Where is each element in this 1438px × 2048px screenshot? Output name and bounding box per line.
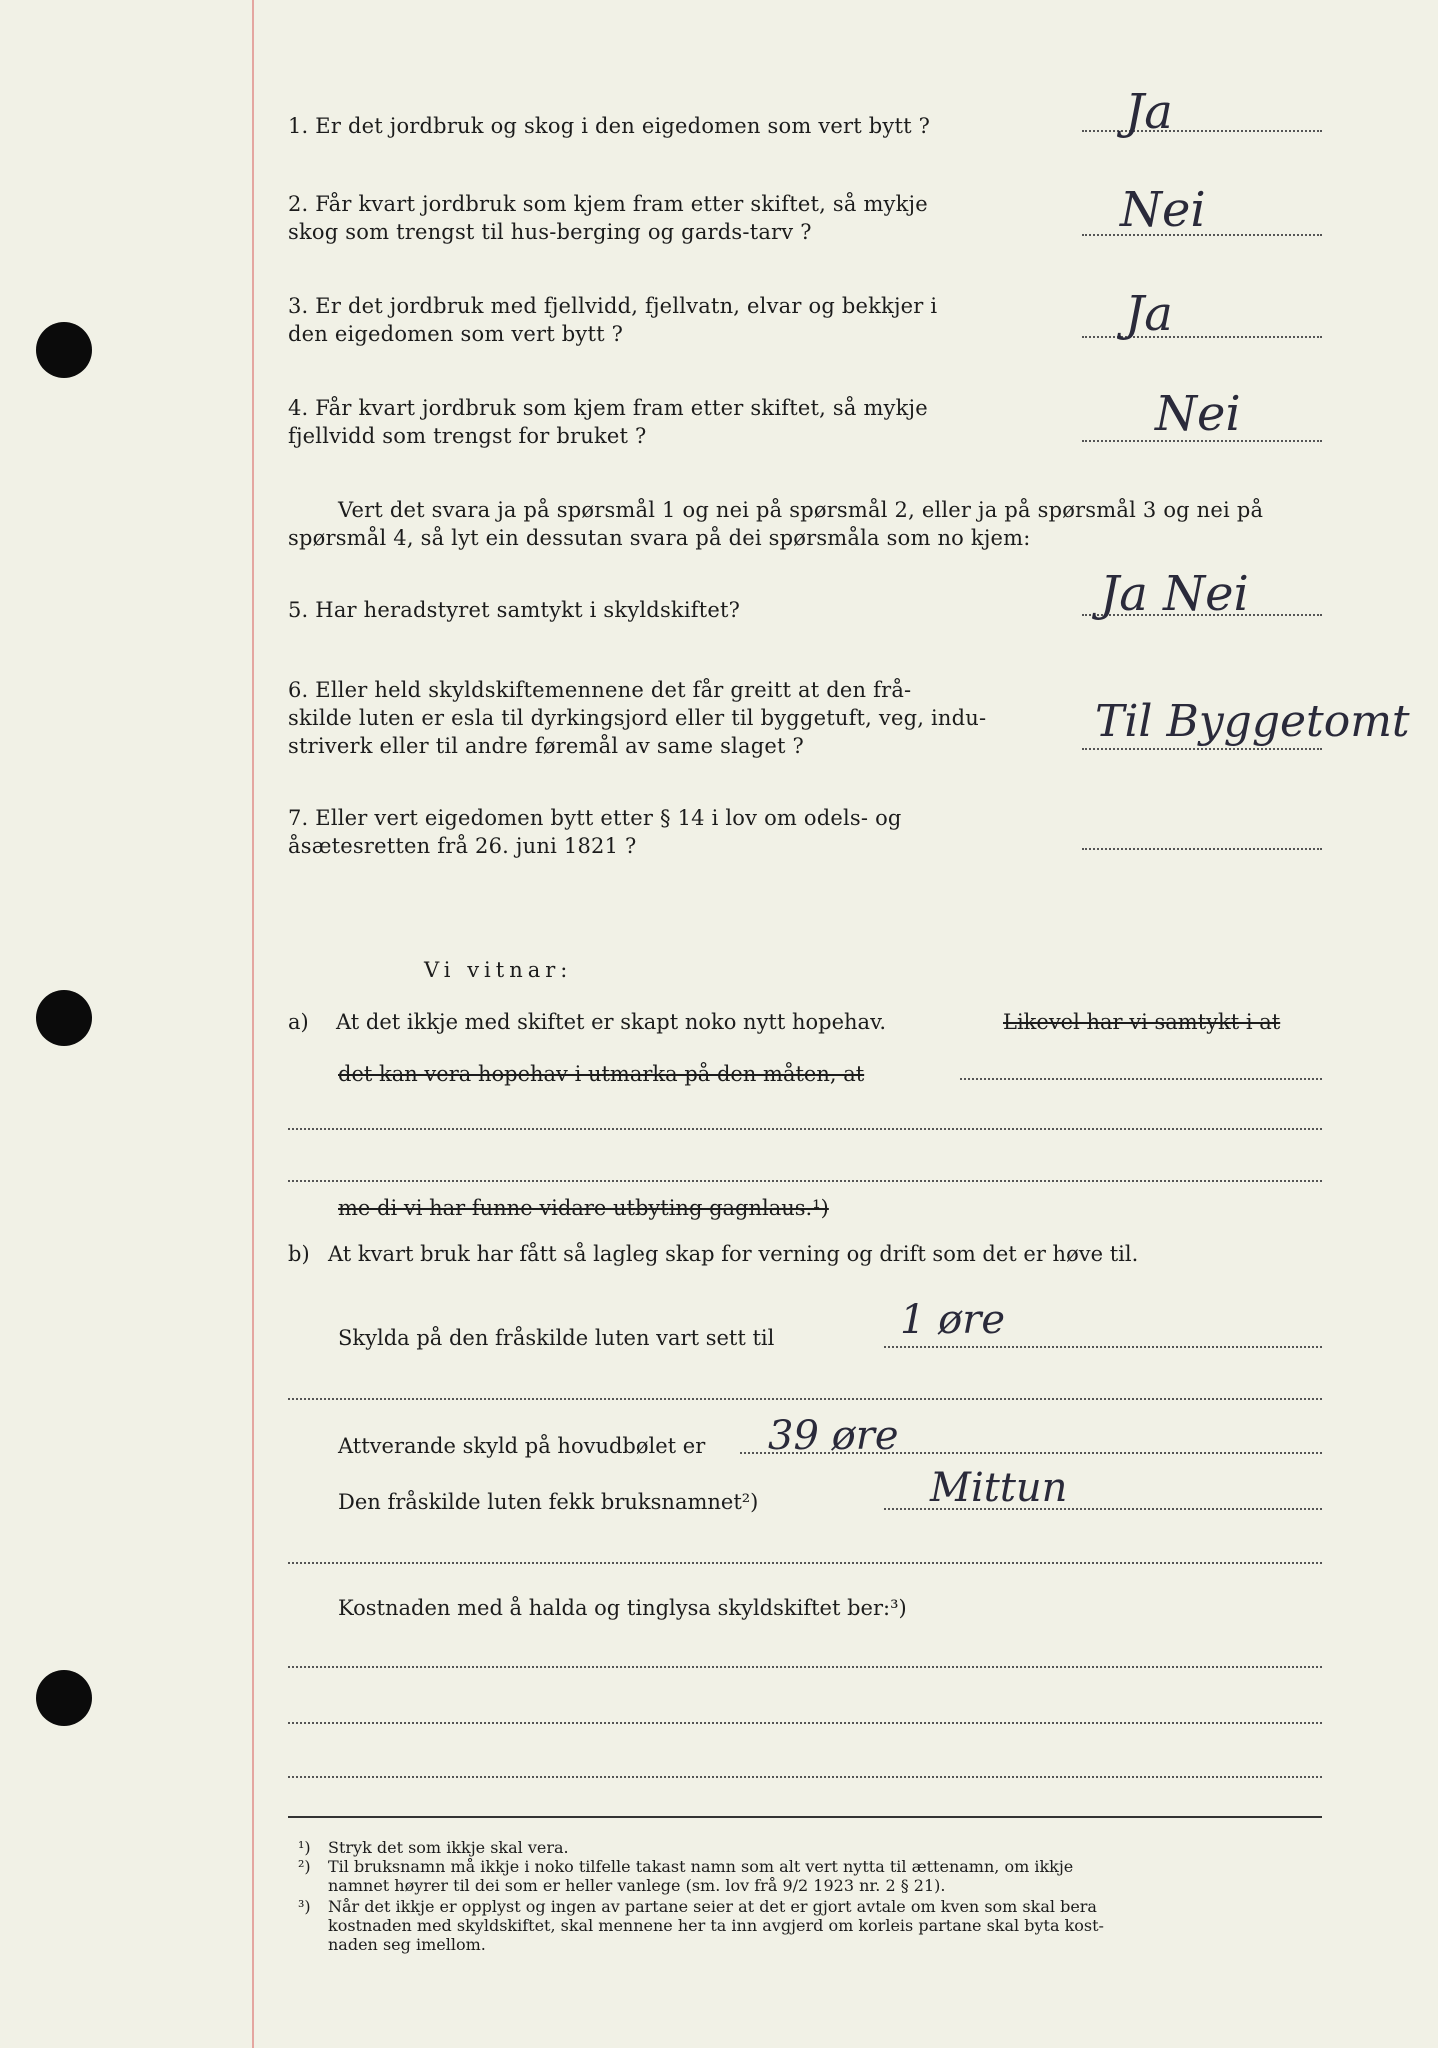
question-5: 5. Har heradstyret samtykt i skyldskiftet? bbox=[288, 598, 741, 622]
margin-line bbox=[252, 0, 254, 2048]
answer-line-7 bbox=[1082, 848, 1322, 850]
dotted-line bbox=[288, 1562, 1322, 1564]
binder-hole bbox=[36, 990, 92, 1046]
question-2: 2. Får kvart jordbruk som kjem fram etter skiftet, så mykje skog som trengst til hus-berging og gards-tarv ? bbox=[288, 192, 928, 244]
answer-4: Nei bbox=[1155, 386, 1241, 442]
witness-heading: Vi vitnar: bbox=[424, 958, 573, 982]
binder-hole bbox=[36, 322, 92, 378]
answer-3: Ja bbox=[1125, 286, 1173, 342]
witness-b-label: b) bbox=[288, 1242, 310, 1266]
intro-text: Vert det svara ja på spørsmål 1 og nei på spørsmål 2, eller ja på spørsmål 3 og nei på spørsmål 4, så lyt ein dessutan svara på dei spørsmåla som no kjem: bbox=[288, 498, 1264, 550]
footnote-1: ¹) Stryk det som ikkje skal vera. bbox=[298, 1838, 569, 1857]
skyld-value: 1 øre bbox=[900, 1297, 1006, 1343]
dotted-line bbox=[960, 1078, 1322, 1080]
witness-a-text: At det ikkje med skiftet er skapt noko nytt hopehav. bbox=[336, 1010, 887, 1034]
witness-a-struck-3: me di vi har funne vidare utbyting gagnlaus.¹) bbox=[338, 1196, 829, 1220]
witness-b-text: At kvart bruk har fått så lagleg skap for verning og drift som det er høve til. bbox=[328, 1242, 1139, 1266]
dotted-line bbox=[288, 1180, 1322, 1182]
footnote-2: ²) Til bruksnamn må ikkje i noko tilfelle takast namn som alt vert nytta til ættenamn, om ikkje namnet høyrer til dei som er heller vanlege (sm. lov frå 9/2 1923 nr. 2 § 21). bbox=[298, 1857, 1074, 1895]
dotted-line bbox=[288, 1398, 1322, 1400]
answer-5: Ja Nei bbox=[1100, 566, 1249, 622]
dotted-line bbox=[288, 1776, 1322, 1778]
answer-6: Til Byggetomt bbox=[1095, 696, 1410, 747]
answer-line-3 bbox=[1082, 336, 1322, 338]
footnote-rule bbox=[288, 1816, 1322, 1818]
witness-a-label: a) bbox=[288, 1010, 309, 1034]
question-6: 6. Eller held skyldskiftemennene det får greitt at den frå- skilde luten er esla til dyrkingsjord eller til byggetuft, veg, indu- striverk eller til andre føremål av same slaget ? bbox=[288, 678, 987, 758]
skyld-line bbox=[884, 1346, 1322, 1348]
bruksnamn-value: Mittun bbox=[930, 1465, 1068, 1511]
answer-line-1 bbox=[1082, 130, 1322, 132]
witness-a-struck-1: Likevel har vi samtykt i at bbox=[1003, 1010, 1281, 1034]
dotted-line bbox=[288, 1128, 1322, 1130]
attverande-value: 39 øre bbox=[768, 1413, 899, 1459]
kostnad-label: Kostnaden med å halda og tinglysa skyldskiftet ber:³) bbox=[338, 1596, 907, 1620]
bruksnamn-label: Den fråskilde luten fekk bruksnamnet²) bbox=[338, 1490, 759, 1514]
question-7: 7. Eller vert eigedomen bytt etter § 14 i lov om odels- og åsætesretten frå 26. juni 1821 ? bbox=[288, 806, 902, 858]
question-1: 1. Er det jordbruk og skog i den eigedomen som vert bytt ? bbox=[288, 114, 931, 138]
question-4: 4. Får kvart jordbruk som kjem fram etter skiftet, så mykje fjellvidd som trengst for bruket ? bbox=[288, 396, 928, 448]
binder-hole bbox=[36, 1670, 92, 1726]
attverande-label: Attverande skyld på hovudbølet er bbox=[338, 1434, 706, 1458]
dotted-line bbox=[288, 1666, 1322, 1668]
footnote-3: ³) Når det ikkje er opplyst og ingen av partane seier at det er gjort avtale om kven som skal bera kostnaden med skyldskiftet, skal mennene her ta inn avgjerd om korleis partane skal byta kost- naden seg imellom. bbox=[298, 1897, 1104, 1954]
question-3: 3. Er det jordbruk med fjellvidd, fjellvatn, elvar og bekkjer i den eigedomen som vert bytt ? bbox=[288, 294, 938, 346]
answer-1: Ja bbox=[1125, 84, 1173, 140]
skyld-label: Skylda på den fråskilde luten vart sett til bbox=[338, 1326, 775, 1350]
witness-a-struck-2: det kan vera hopehav i utmarka på den måten, at bbox=[338, 1062, 865, 1086]
answer-2: Nei bbox=[1120, 182, 1206, 238]
answer-line-6 bbox=[1082, 748, 1322, 750]
dotted-line bbox=[288, 1722, 1322, 1724]
